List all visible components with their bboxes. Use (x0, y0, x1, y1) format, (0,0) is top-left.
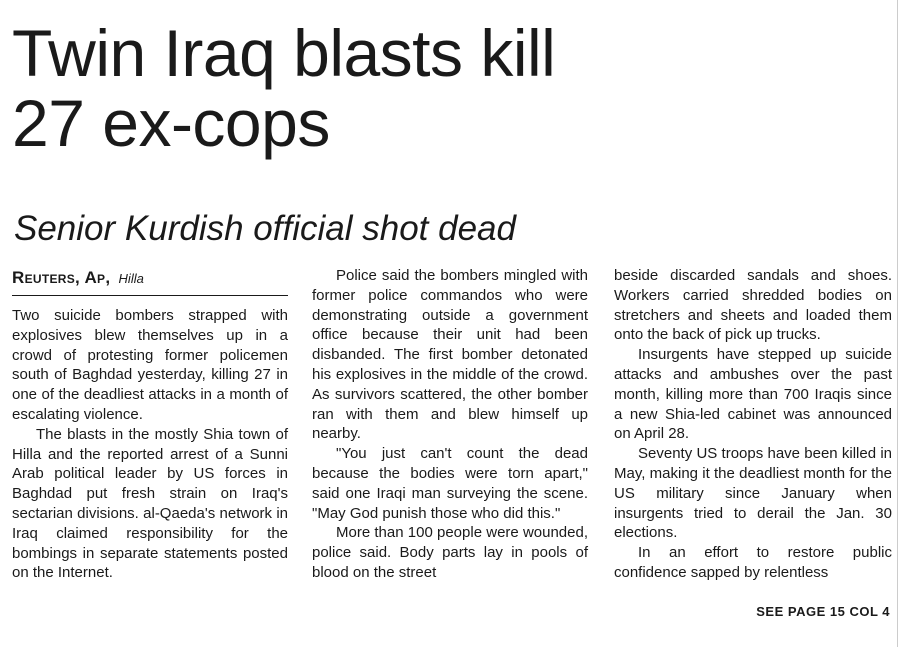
continuation-jump-line: SEE PAGE 15 COL 4 (756, 604, 890, 619)
headline-line-2: 27 ex-cops (12, 86, 330, 160)
headline-line-1: Twin Iraq blasts kill (12, 16, 556, 90)
paragraph: beside discarded sandals and shoes. Workers carried shredded bodies on stretchers and sheets and loaded them onto the back of pick up trucks. (614, 267, 892, 344)
article-column-3 (614, 266, 892, 583)
paragraph: Police said the bombers mingled with former police commandos who were demonstrating outside a government office because their unit had been disbanded. The first bomber detonated his explosives in the middle of the crowd. As survivors scattered, the other bomber ran with them and blew himself up nearby. (312, 267, 588, 443)
article-column-2 (312, 266, 588, 583)
paragraph: Two suicide bombers strapped with explosives blew themselves up in a crowd of protesting former policemen south of Baghdad yesterday, killing 27 in one of the deadliest attacks in a month of escalating violence. (12, 307, 288, 423)
headline (12, 18, 892, 158)
paragraph: In an effort to restore public confidence sapped by relentless (614, 544, 892, 581)
page-edge-rule (897, 0, 898, 647)
paragraph: Seventy US troops have been killed in May, making it the deadliest month for the US military since January when insurgents tried to derail the Jan. 30 elections. (614, 445, 892, 542)
subheadline: Senior Kurdish official shot dead (14, 209, 516, 248)
byline-agencies: Reuters, Ap, (12, 268, 111, 287)
paragraph: The blasts in the mostly Shia town of Hilla and the reported arrest of a Sunni Arab political leader by US forces in Baghdad put fresh strain on Iraq's sectarian divisions. al-Qaeda's network in Iraq claimed responsibility for the bombings in separate statements posted on the Internet. (12, 425, 288, 582)
article-column-1 (12, 266, 288, 583)
byline (12, 266, 288, 296)
paragraph: More than 100 people were wounded, police said. Body parts lay in pools of blood on the street (312, 524, 588, 581)
paragraph: "You just can't count the dead because the bodies were torn apart," said one Iraqi man surveying the scene. "May God punish those who did this." (312, 445, 588, 522)
paragraph: Insurgents have stepped up suicide attacks and ambushes over the past month, killing more than 700 Iraqis since a new Shia-led cabinet was announced on April 28. (614, 346, 892, 443)
byline-dateline: Hilla (118, 271, 144, 286)
